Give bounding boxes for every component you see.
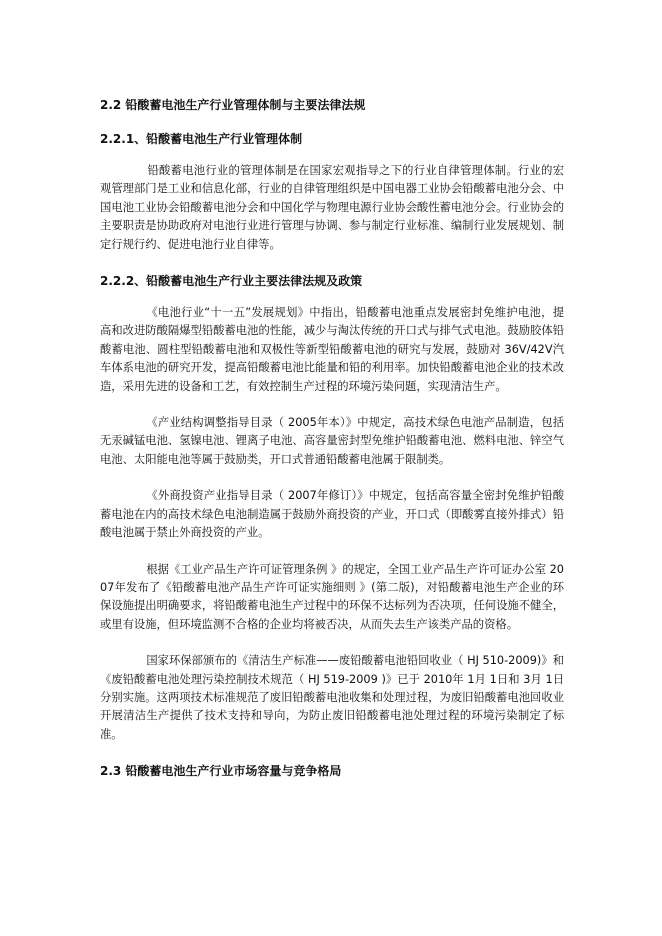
paragraph-foreign-investment-catalog: 《外商投资产业指导目录（ 2007年修订）》中规定，包括高容量全密封免维护铅酸蓄电池在内的高技术绿色电池制造属于鼓励外商投资的产业，开口式（即酸雾直接外排式）铅酸电池属于禁止外商投资的产业。 — [100, 489, 564, 540]
paragraph-eleventh-five-year-plan: 《电池行业“十一五”发展规划》中指出，铅酸蓄电池重点发展密封免维护电池，提高和改进防酸隔爆型铅酸蓄电池的性能，减少与淘汰传统的开口式与排气式电池。鼓励胶体铅酸蓄电池、圆柱型铅酸蓄电池和双极性等新型铅酸蓄电池的研究与发展，鼓励对 36V/42V汽车体系电池的研究开发，提高铅酸蓄电池比能量和铅的利用率。加快铅酸蓄电池企业的技术改造，采用先进的设备和工艺，有效控制生产过程的环境污染问题，实现清洁生产。 — [100, 306, 564, 393]
section-heading-2-2: 2.2 铅酸蓄电池生产行业管理体制与主要法律法规 — [100, 98, 366, 112]
section-heading-2-2-2: 2.2.2、铅酸蓄电池生产行业主要法律法规及政策 — [100, 274, 363, 289]
paragraph-production-license: 根据《工业产品生产许可证管理条例 》的规定，全国工业产品生产许可证办公室 2007年发布了《铅酸蓄电池产品生产许可证实施细则 》(第二版)，对铅酸蓄电池生产企业的环保设施提出明确要求，将铅酸蓄电池生产过程中的环保不达标列为否决项，任何设施不健全，或里有设施，但环境监测不合格的企业均将被否决，从而失去生产该类产品的资格。 — [100, 562, 564, 631]
section-heading-2-3: 2.3 铅酸蓄电池生产行业市场容量与竞争格局 — [100, 764, 342, 779]
paragraph-management-system: 铅酸蓄电池行业的管理体制是在国家宏观指导之下的行业自律管理体制。行业的宏观管理部门是工业和信息化部，行业的自律管理组织是中国电器工业协会铅酸蓄电池分会、中国电池工业协会铅酸蓄电池分会和中国化学与物理电源行业协会酸性蓄电池分会。行业协会的主要职责是协助政府对电池行业进行管理与协调、参与制定行业标准、编制行业发展规划、制定行规行约、促进电池行业自律等。 — [100, 164, 564, 251]
paragraph-industrial-structure-catalog: 《产业结构调整指导目录（ 2005年本）》中规定，高技术绿色电池产品制造，包括无汞碱锰电池、氢镍电池、锂离子电池、高容量密封型免维护铅酸蓄电池、燃料电池、锌空气电池、太阳能电池等属于鼓励类，开口式普通铅酸蓄电池属于限制类。 — [100, 416, 564, 466]
paragraph-environmental-standards: 国家环保部颁布的《清洁生产标准——废铅酸蓄电池铅回收业（ HJ 510-2009)》和《废铅酸蓄电池处理污染控制技术规范（ HJ 519-2009 )》已于 2010年 1月 1日和 3月 1日分别实施。这两项技术标准规范了废旧铅酸蓄电池收集和处理过程，为废旧铅酸蓄电池回收业开展清洁生产提供了技术支持和导向，为防止废旧铅酸蓄电池处理过程的环境污染制定了标准。 — [100, 654, 564, 741]
section-heading-2-2-1: 2.2.1、铅酸蓄电池生产行业管理体制 — [100, 132, 303, 146]
